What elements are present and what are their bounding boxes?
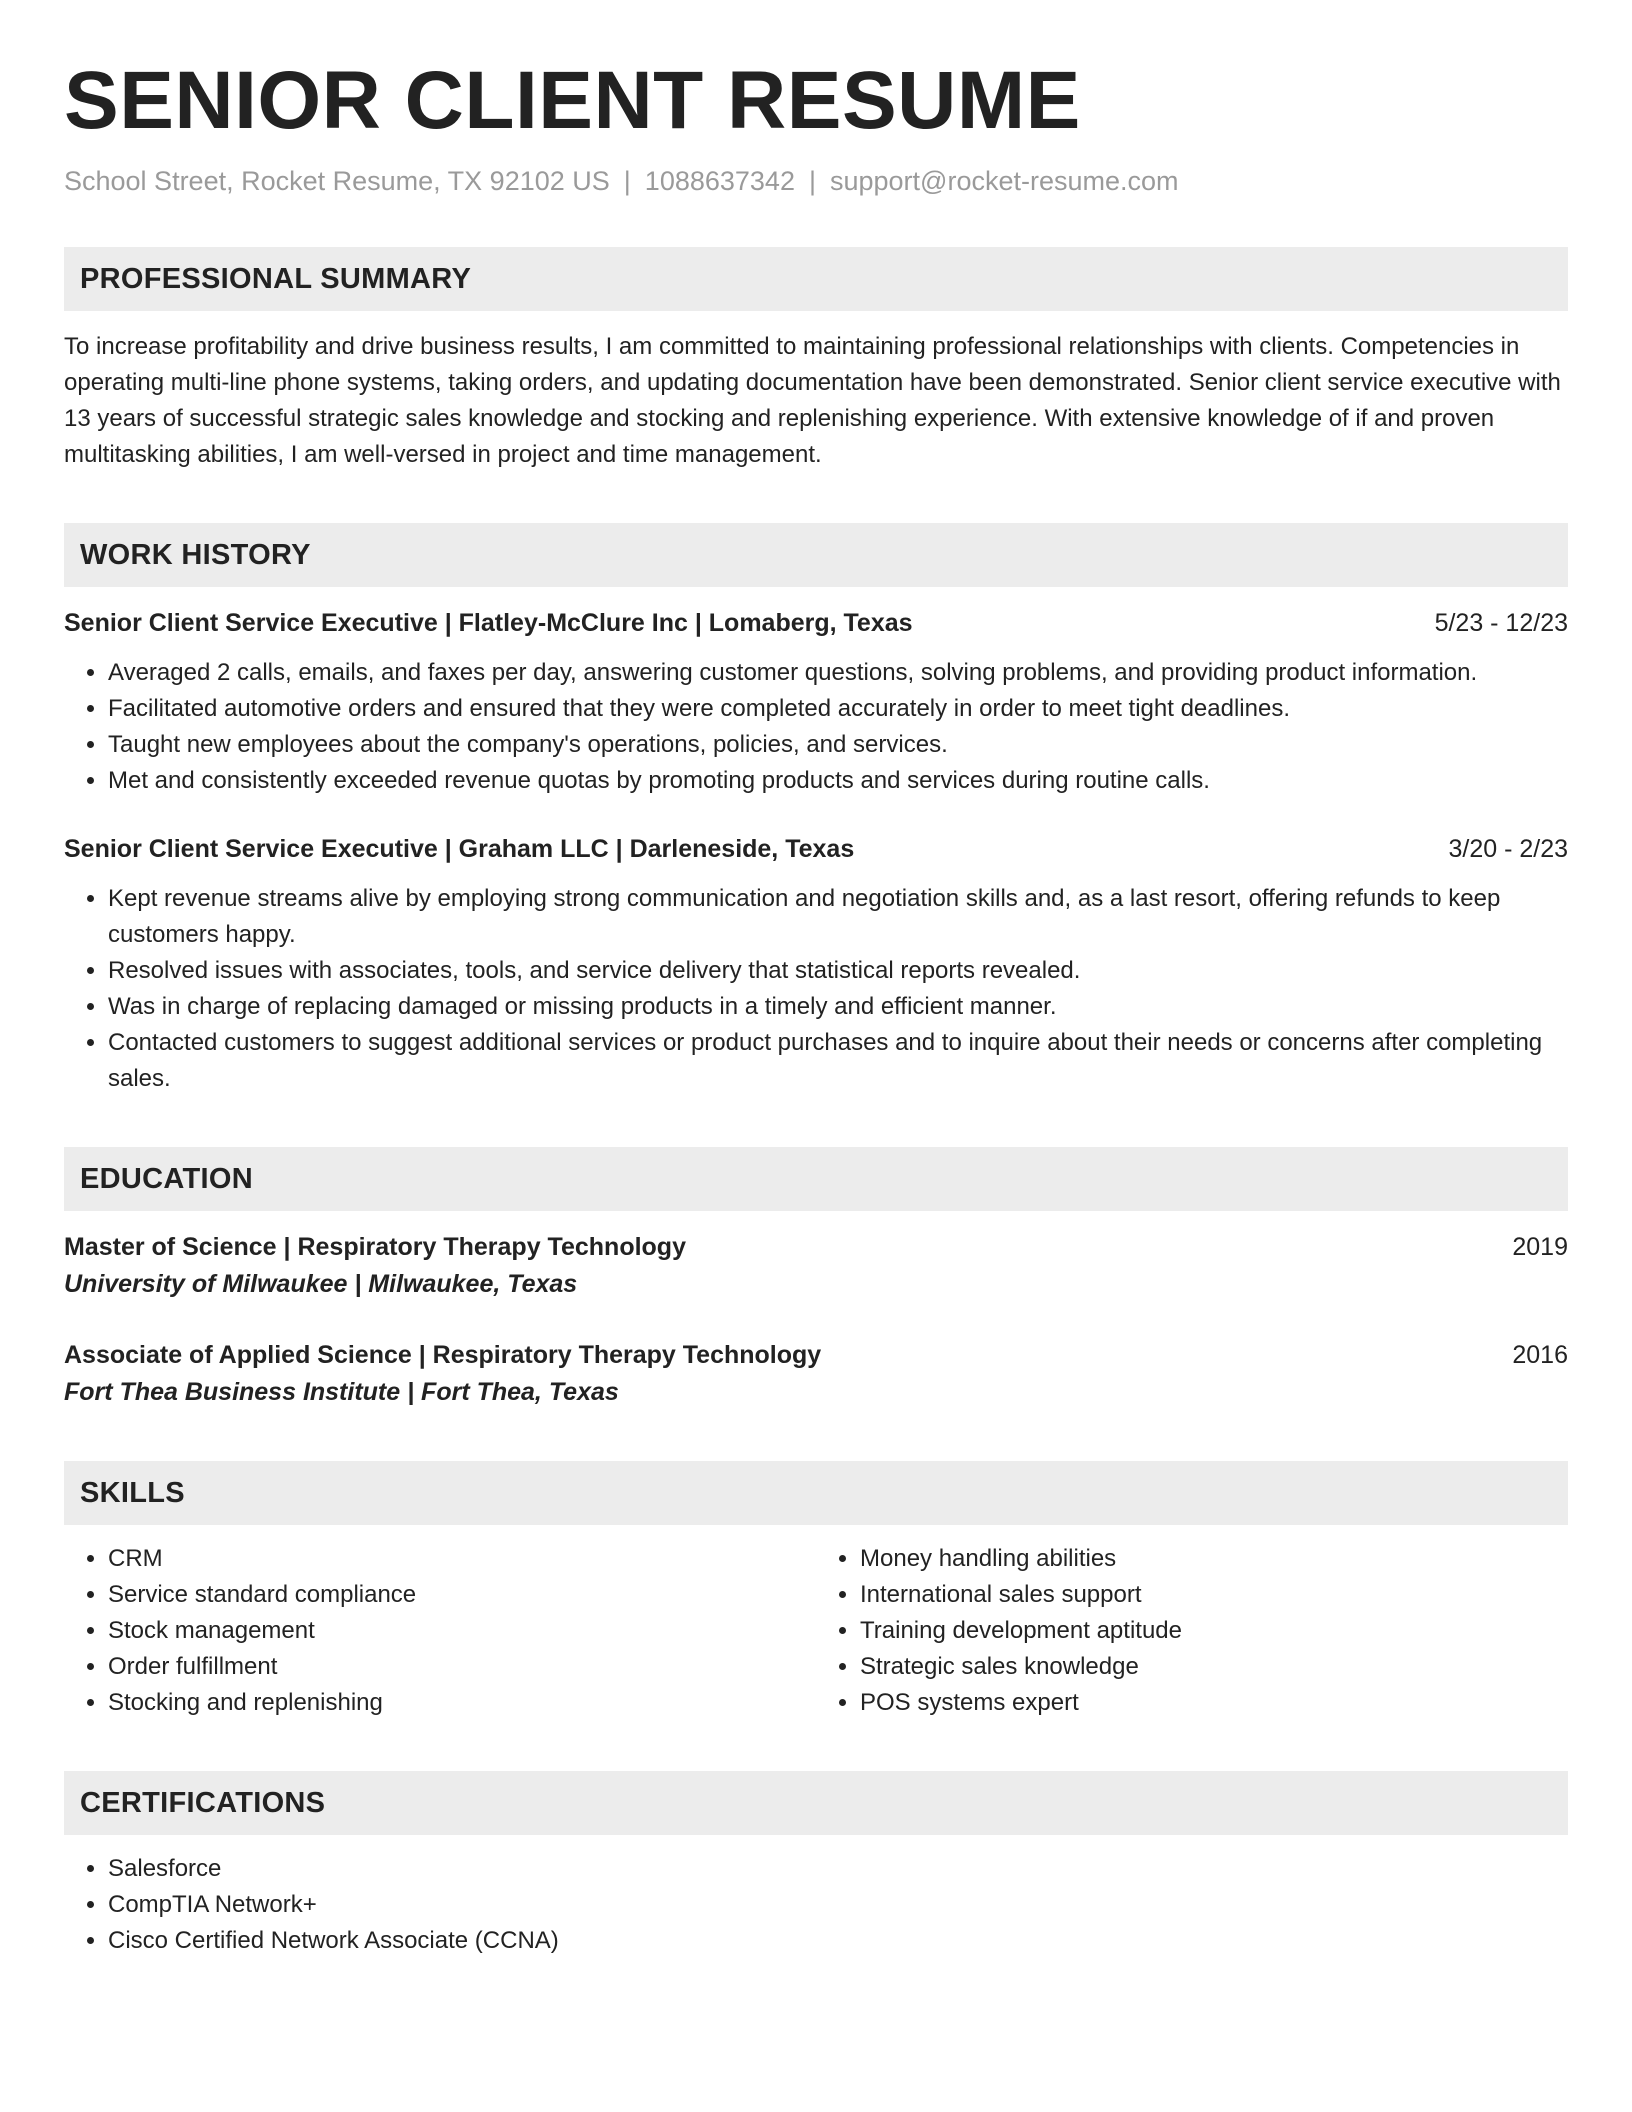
skills-columns: [64, 1541, 1568, 1721]
list-item: • CRM: [108, 1541, 816, 1577]
section-heading: EDUCATION: [64, 1147, 1568, 1211]
degree-title: Master of Science | Respiratory Therapy Technology: [64, 1233, 686, 1261]
list-item: • CompTIA Network+: [108, 1887, 1568, 1923]
list-item: • POS systems expert: [860, 1685, 1568, 1721]
contact-separator: |: [623, 166, 631, 196]
list-item: • Facilitated automotive orders and ensured that they were completed accurately in order to meet tight deadlines.: [108, 691, 1568, 727]
job-entry: [64, 605, 1568, 799]
skills-list-right: [816, 1541, 1568, 1721]
degree-year: 2019: [1512, 1233, 1568, 1261]
job-dates: 3/20 - 2/23: [1448, 835, 1568, 863]
school-name: Fort Thea Business Institute | Fort Thea, Texas: [64, 1378, 619, 1406]
list-item: • Training development aptitude: [860, 1613, 1568, 1649]
list-item: • Met and consistently exceeded revenue quotas by promoting products and services during routine calls.: [108, 763, 1568, 799]
list-item: • Stocking and replenishing: [108, 1685, 816, 1721]
certifications-list: [64, 1851, 1568, 1959]
list-item: • Was in charge of replacing damaged or missing products in a timely and efficient manner.: [108, 989, 1568, 1025]
education-entry: [64, 1229, 1568, 1303]
school-name: University of Milwaukee | Milwaukee, Texas: [64, 1270, 578, 1298]
summary-text: To increase profitability and drive business results, I am committed to maintaining professional relationships with clients. Competencies in operating multi-line phone systems, taking orders, and updating documentation have been demonstrated. Senior client service executive with 13 years of successful strategic sales knowledge and stocking and replenishing experience. With extensive knowledge of if and proven multitasking abilities, I am well-versed in project and time management.: [64, 333, 1561, 468]
list-item: • Averaged 2 calls, emails, and faxes per day, answering customer questions, solving problems, and providing product information.: [108, 655, 1568, 691]
section-heading: PROFESSIONAL SUMMARY: [64, 247, 1568, 311]
list-item: • Salesforce: [108, 1851, 1568, 1887]
list-item: • Kept revenue streams alive by employing strong communication and negotiation skills and, as a last resort, offering refunds to keep customers happy.: [108, 881, 1568, 953]
list-item: • Order fulfillment: [108, 1649, 816, 1685]
job-dates: 5/23 - 12/23: [1434, 609, 1568, 637]
list-item: • Contacted customers to suggest additional services or product purchases and to inquire about their needs or concerns after completing sales.: [108, 1025, 1568, 1097]
work-history-section: [64, 523, 1568, 1097]
contact-phone: 1088637342: [644, 166, 795, 196]
education-header: [64, 1337, 1568, 1373]
job-entry: [64, 831, 1568, 1097]
list-item: • Stock management: [108, 1613, 816, 1649]
job-header: [64, 831, 1568, 867]
education-entry: [64, 1337, 1568, 1411]
contact-separator: |: [808, 166, 816, 196]
job-bullets: [64, 881, 1568, 1097]
section-heading: WORK HISTORY: [64, 523, 1568, 587]
education-section: [64, 1147, 1568, 1411]
list-item: • Strategic sales knowledge: [860, 1649, 1568, 1685]
education-header: [64, 1229, 1568, 1265]
list-item: • Money handling abilities: [860, 1541, 1568, 1577]
section-heading: CERTIFICATIONS: [64, 1771, 1568, 1835]
summary-section: [64, 247, 1568, 473]
job-header: [64, 605, 1568, 641]
list-item: • Resolved issues with associates, tools, and service delivery that statistical reports revealed.: [108, 953, 1568, 989]
list-item: • Service standard compliance: [108, 1577, 816, 1613]
section-heading: SKILLS: [64, 1461, 1568, 1525]
list-item: • Taught new employees about the company's operations, policies, and services.: [108, 727, 1568, 763]
degree-title: Associate of Applied Science | Respiratory Therapy Technology: [64, 1341, 822, 1369]
contact-address: School Street, Rocket Resume, TX 92102 US: [64, 166, 610, 196]
degree-year: 2016: [1512, 1341, 1568, 1369]
job-bullets: [64, 655, 1568, 799]
contact-email: support@rocket-resume.com: [829, 166, 1179, 196]
job-title: Senior Client Service Executive | Graham LLC | Darleneside, Texas: [64, 835, 855, 863]
certifications-section: [64, 1771, 1568, 1959]
list-item: • Cisco Certified Network Associate (CCNA): [108, 1923, 1568, 1959]
list-item: • International sales support: [860, 1577, 1568, 1613]
skills-list-left: [64, 1541, 816, 1721]
resume-title: SENIOR CLIENT RESUME: [64, 55, 1081, 146]
contact-line: [64, 166, 1568, 197]
skills-section: [64, 1461, 1568, 1721]
job-title: Senior Client Service Executive | Flatley-McClure Inc | Lomaberg, Texas: [64, 609, 913, 637]
